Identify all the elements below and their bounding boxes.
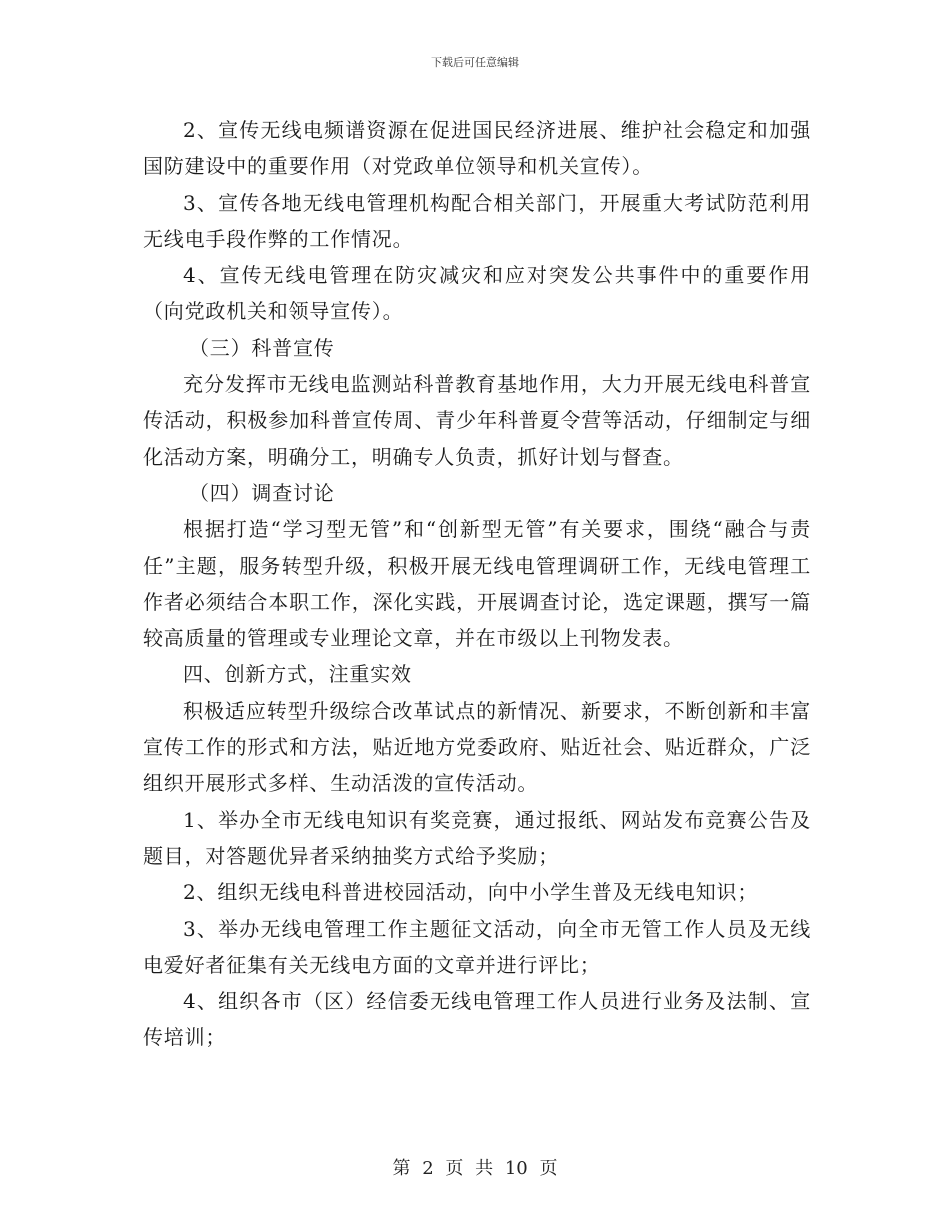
paragraph: 3、举办无线电管理工作主题征文活动，向全市无管工作人员及无线电爱好者征集有关无线电方面的文章并进行评比； [143,916,811,977]
document-body [143,112,811,1056]
section-heading: 四、创新方式，注重实效 [183,662,412,687]
paragraph: 根据打造“学习型无管”和“创新型无管”有关要求，围绕“融合与责任”主题，服务转型升级，积极开展无线电管理调研工作，无线电管理工作者必须结合本职工作，深化实践，开展调查讨论，选定课题，撰写一篇较高质量的管理或专业理论文章，并在市级以上刊物发表。 [143,517,811,651]
paragraph: 1、举办全市无线电知识有奖竞赛，通过报纸、网站发布竞赛公告及题目，对答题优异者采纳抽奖方式给予奖励； [143,807,811,868]
section-heading: （三）科普宣传 [189,335,335,360]
page-number-footer: 第 2 页 共 10 页 [392,1158,558,1179]
paragraph: 3、宣传各地无线电管理机构配合相关部门，开展重大考试防范利用无线电手段作弊的工作情况。 [143,190,811,251]
paragraph: 2、组织无线电科普进校园活动，向中小学生普及无线电知识； [183,880,759,905]
paragraph: 积极适应转型升级综合改革试点的新情况、新要求，不断创新和丰富宣传工作的形式和方法，贴近地方党委政府、贴近社会、贴近群众，广泛组织开展形式多样、生动活泼的宣传活动。 [143,698,811,796]
page-header: 下载后可任意编辑 [431,56,519,69]
paragraph: 充分发挥市无线电监测站科普教育基地作用，大力开展无线电科普宣传活动，积极参加科普宣传周、青少年科普夏令营等活动，仔细制定与细化活动方案，明确分工，明确专人负责，抓好计划与督查。 [143,372,811,469]
paragraph: 4、组织各市（区）经信委无线电管理工作人员进行业务及法制、宣传培训； [143,989,811,1050]
section-heading: （四）调查讨论 [189,480,335,505]
paragraph: 4、宣传无线电管理在防灾减灾和应对突发公共事件中的重要作用（向党政机关和领导宣传）。 [143,263,811,324]
paragraph: 2、宣传无线电频谱资源在促进国民经济进展、维护社会稳定和加强国防建设中的重要作用（对党政单位领导和机关宣传）。 [143,118,811,179]
